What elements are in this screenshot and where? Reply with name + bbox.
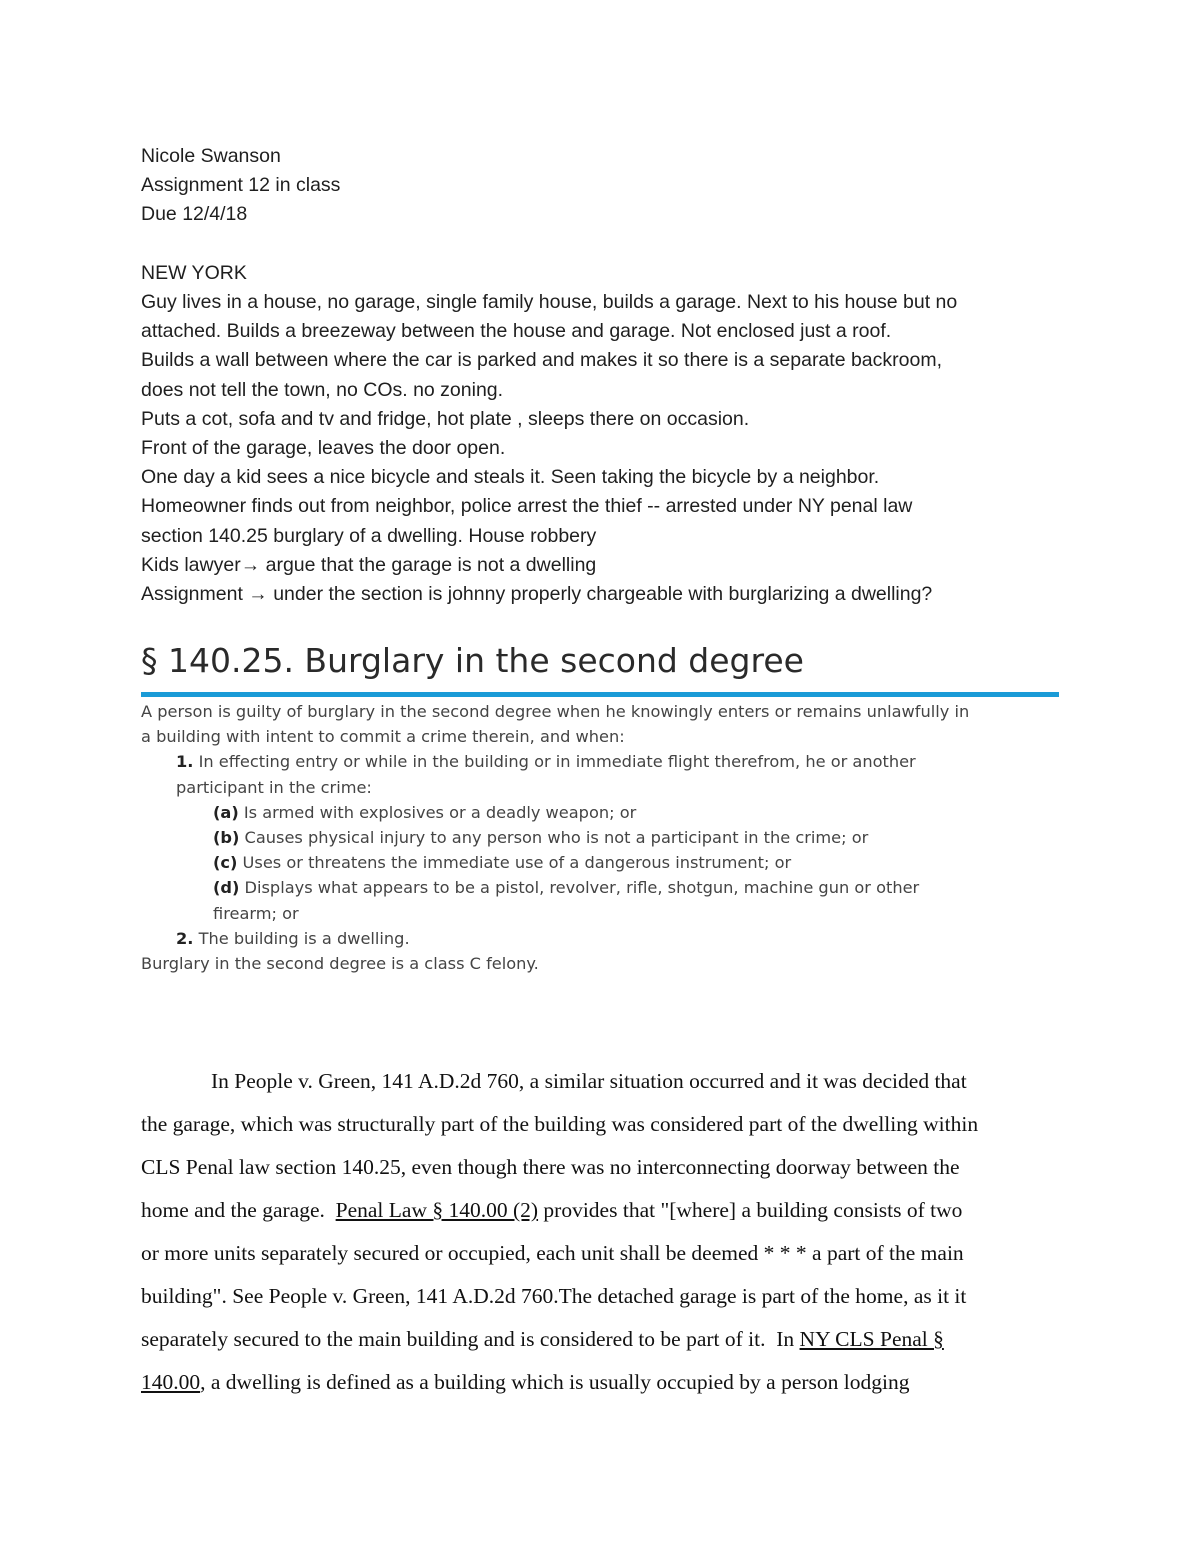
state-heading: NEW YORK [141,261,247,284]
statute-intro: A person is guilty of burglary in the second degree when he knowingly enters or remains unlawfully in [141,702,970,721]
subsection-1-cont: participant in the crime: [176,777,372,797]
clause-d-cont: firearm; or [213,903,299,923]
fact-line: Builds a wall between where the car is parked and makes it so there is a separate backroom, [141,349,942,372]
essay-line: CLS Penal law section 140.25, even though there was no interconnecting doorway between the [141,1155,960,1179]
essay-line: building". See People v. Green, 141 A.D.2d 760.The detached garage is part of the home, as it it [141,1284,967,1308]
fact-line: One day a kid sees a nice bicycle and steals it. Seen taking the bicycle by a neighbor. [141,466,880,489]
essay-text: home and the garage. [141,1198,336,1222]
clause-d [141,875,1061,900]
essay-text: separately secured to the main building and is considered to be part of it. In [141,1327,800,1351]
author-name: Nicole Swanson [141,145,281,167]
clause-label: (c) [213,853,238,873]
essay-line: the garage, which was structurally part of the building was considered part of the dwelling within [141,1112,979,1136]
fact-line: Homeowner finds out from neighbor, police arrest the thief -- arrested under NY penal law [141,495,913,518]
clause-label: (a) [213,802,239,822]
clause-text: Uses or threatens the immediate use of a dangerous instrument; or [237,853,792,873]
essay-text: , a dwelling is defined as a building which is usually occupied by a person lodging [200,1370,910,1394]
statute-intro-cont: a building with intent to commit a crime therein, and when: [141,727,625,747]
ny-cls-penal-link-cont[interactable]: 140.00 [141,1370,201,1394]
statute-closing: Burglary in the second degree is a class C felony. [141,954,539,974]
essay-line: or more units separately secured or occupied, each unit shall be deemed * * * a part of the main [141,1241,964,1265]
subsection-number: 1. [176,752,194,772]
essay-line [141,1318,1066,1361]
penal-law-link[interactable]: Penal Law § 140.00 (2) [335,1198,539,1222]
clause-text: Causes physical injury to any person who is not a participant in the crime; or [239,828,869,848]
subsection-1 [141,749,1061,774]
essay-line: In People v. Green, 141 A.D.2d 760, a similar situation occurred and it was decided that [211,1069,967,1093]
subsection-2 [141,926,1061,951]
fact-line: Front of the garage, leaves the door open. [141,437,506,460]
subsection-number: 2. [176,928,194,948]
essay-line [141,1189,1066,1232]
title-underline-divider [141,692,1059,697]
assignment-header [141,142,1101,609]
fact-line: Kids lawyer→ argue that the garage is not a dwelling [141,553,597,576]
fact-line: Guy lives in a house, no garage, single family house, builds a garage. Next to his house but no [141,291,958,313]
fact-line: Assignment → under the section is johnny properly chargeable with burglarizing a dwelling? [141,583,933,606]
statute-text [141,699,1061,976]
ny-cls-penal-link[interactable]: NY CLS Penal § [799,1327,944,1351]
clause-a [141,800,1061,825]
fact-line: section 140.25 burglary of a dwelling. House robbery [141,524,597,547]
fact-line: attached. Builds a breezeway between the house and garage. Not enclosed just a roof. [141,320,892,343]
due-date: Due 12/4/18 [141,203,248,226]
clause-text: Is armed with explosives or a deadly weapon; or [238,802,637,822]
assignment-title: Assignment 12 in class [141,174,341,197]
clause-text: Displays what appears to be a pistol, revolver, rifle, shotgun, machine gun or other [239,878,920,898]
blank-line [141,230,1101,259]
clause-b [141,825,1061,850]
essay-text: provides that "[where] a building consists of two [538,1198,963,1222]
essay-body [141,1060,1066,1404]
fact-line: does not tell the town, no COs. no zoning. [141,378,504,401]
essay-line [141,1361,1066,1404]
fact-line: Puts a cot, sofa and tv and fridge, hot plate , sleeps there on occasion. [141,407,750,430]
clause-c [141,850,1061,875]
subsection-text: The building is a dwelling. [193,928,410,948]
subsection-text: In effecting entry or while in the building or in immediate flight therefrom, he or another [193,752,916,772]
clause-label: (d) [213,878,240,898]
clause-label: (b) [213,828,240,848]
statute-title: § 140.25. Burglary in the second degree [141,641,804,680]
